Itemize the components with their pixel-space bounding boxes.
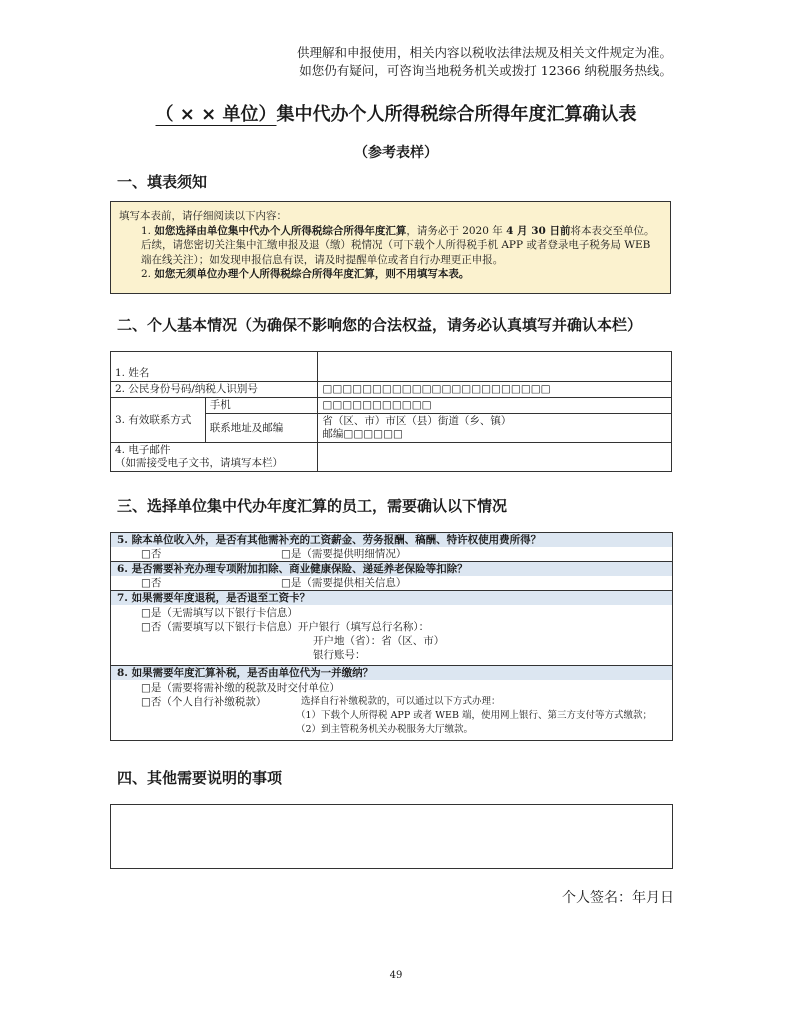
header-notice-line1: 供理解和申报使用，相关内容以税收法律法规及相关文件规定为准。 [296,45,672,60]
email-label: 4. 电子邮件 [115,444,171,456]
id-label: 2. 公民身份号码/纳税人识别号 [111,382,318,398]
header-notice-line2: 如您仍有疑问，可咨询当地税务机关或拨打 12366 纳税服务热线。 [299,63,672,78]
form-title [0,100,792,126]
instructions-item-2 [119,267,662,282]
id-number-field[interactable]: □□□□□□□□□□□□□□□□□□□□□□□ [318,382,672,398]
section3-heading: 三、选择单位集中代办年度汇算的员工，需要确认以下情况 [117,497,508,515]
q8-how-text: 选择自行补缴税款的，可以通过以下方式办理： [301,696,501,707]
page-number: 49 [389,970,403,981]
address-label: 联系地址及邮编 [205,414,318,443]
instructions-item-1 [119,224,662,268]
basic-info-table [110,351,672,472]
q7-bank-account: 银行账号： [313,649,366,661]
question-5: 5. 除本单位收入外，是否有其他需补充的工资薪金、劳务报酬、稿酬、特许权使用费所得？ [111,533,672,547]
email-field[interactable] [318,443,672,472]
section2-heading: 二、个人基本情况（为确保不影响您的合法权益，请务必认真填写并确认本栏） [117,316,643,334]
instructions-intro: 填写本表前，请仔细阅读以下内容： [119,210,287,222]
item1-text: ，请务必于 2020 年 [406,224,507,237]
q5-options [111,547,672,561]
item1-bold: 如您选择由单位集中代办个人所得税综合所得年度汇算 [154,224,407,237]
q8-way-2: （2）到主管税务机关办税服务大厅缴款。 [296,724,474,735]
instructions-box [110,201,671,294]
other-notes-field[interactable] [110,804,673,869]
email-label-cell [111,443,318,472]
question-6: 6. 是否需要补充办理专项附加扣除、商业健康保险、递延养老保险等扣除？ [111,561,672,576]
contact-label: 3. 有效联系方式 [111,398,206,443]
q6-no-checkbox[interactable]: □否 [141,577,162,589]
q7-no-checkbox[interactable]: □否（需要填写以下银行卡信息）开户银行（填写总行名称）： [141,621,430,633]
item1-deadline: 4 月 30 日前 [506,224,571,237]
email-note: （如需接受电子文书，请填写本栏） [115,457,283,469]
section4-heading: 四、其他需要说明的事项 [117,769,283,787]
q7-yes-checkbox[interactable]: □是（无需填写以下银行卡信息） [141,607,298,619]
q6-yes-checkbox[interactable]: □是（需要提供相关信息） [281,577,407,589]
item2-bold: 如您无须单位办理个人所得税综合所得年度汇算，则不用填写本表。 [154,268,470,280]
form-title-unit: （ × × 单位） [155,104,277,125]
item1-number: 1. [141,224,155,237]
name-label: 1. 姓名 [111,352,318,382]
q8-no-row [111,695,672,709]
header-notice [297,44,672,80]
q8-way-1: （1）下载个人所得税 APP 或者 WEB 端，使用网上银行、第三方支付等方式缴款； [296,710,652,721]
phone-field[interactable]: □□□□□□□□□□□ [318,398,672,414]
q8-no-checkbox[interactable]: □否（个人自行补缴税款） [141,696,267,708]
q7-bank-location: 开户地（省）：省（区、市） [313,635,445,647]
form-subtitle: （参考表样） [354,145,438,161]
postcode-value: 邮编□□□□□□ [322,428,403,440]
q5-yes-checkbox[interactable]: □是（需要提供明细情况） [281,548,407,560]
q8-yes-checkbox[interactable]: □是（需要将需补缴的税款及时交付单位） [141,682,340,694]
question-7: 7. 如果需要年度退税，是否退至工资卡？ [111,590,672,605]
signature-line: 个人签名：年月日 [562,890,674,906]
name-field[interactable] [318,352,672,382]
item2-number: 2. [141,268,155,280]
phone-label: 手机 [205,398,318,414]
q7-options [111,605,672,665]
confirmation-table [110,532,673,741]
item1-text-rest: 将本表交至单位。后续，请您密切关注集中汇缴申报及退（缴）税情况（可下载个人所得税手机 APP 或者登录电子税务局 WEB 端在线关注）；如发现申报信息有误，请及时提醒单位或者自行办理更正申报。 [141,224,655,266]
address-field[interactable] [318,414,672,443]
q6-options [111,576,672,590]
q5-no-checkbox[interactable]: □否 [141,548,162,560]
form-title-text: 集中代办个人所得税综合所得年度汇算确认表 [276,104,637,125]
question-8: 8. 如果需要年度汇算补税，是否由单位代为一并缴纳？ [111,665,672,680]
section1-heading: 一、填表须知 [117,173,208,191]
address-value: 省（区、市）市区（县）街道（乡、镇） [322,415,512,427]
q8-options [111,680,672,740]
